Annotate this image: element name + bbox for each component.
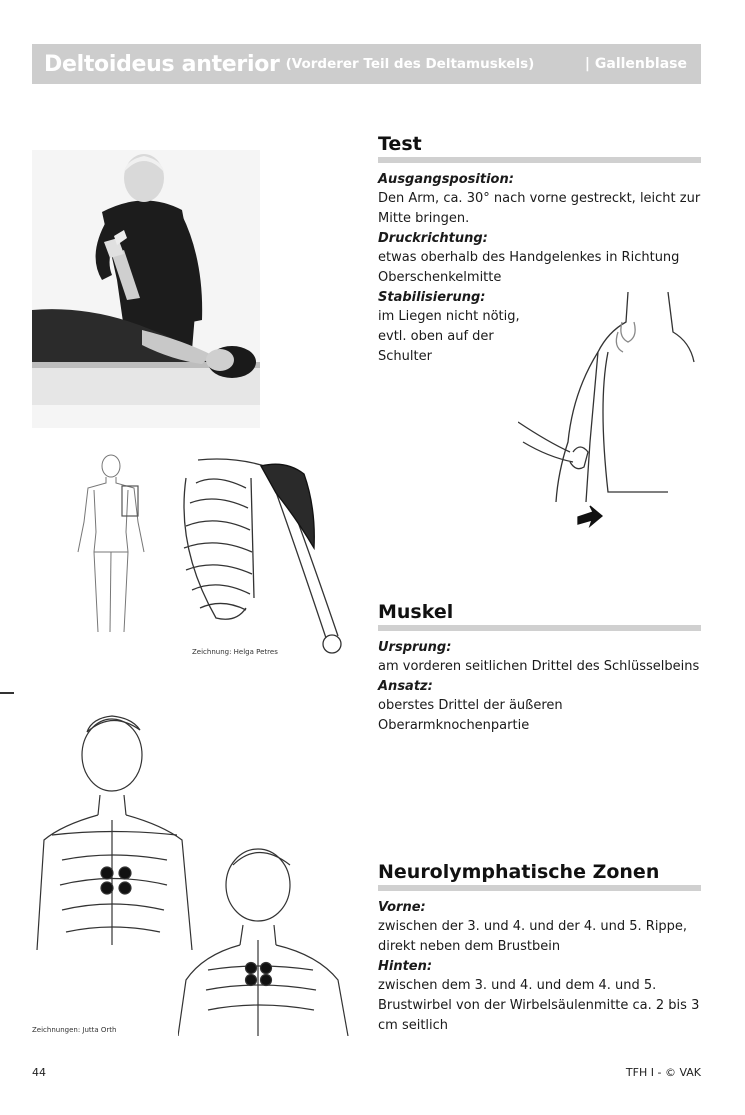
pressure-direction-label: Druckrichtung: (378, 231, 488, 246)
insertion-text: oberstes Drittel der äußeren Oberarmknochenpartie (378, 698, 563, 733)
stabilization-label: Stabilisierung: (378, 290, 486, 305)
muscle-section (378, 600, 701, 736)
back-label: Hinten: (378, 959, 433, 974)
origin-text: am vorderen seitlichen Drittel des Schlüsselbeins (378, 659, 700, 674)
origin-label: Ursprung: (378, 640, 452, 655)
zones-heading-rule (378, 885, 701, 891)
body-outline-figure (66, 452, 156, 642)
margin-mark (0, 692, 14, 694)
pressure-direction-text: etwas oberhalb des Handgelenkes in Richtung Oberschenkelmitte (378, 250, 680, 285)
back-zones-drawing (178, 840, 360, 1036)
muscle-heading-rule (378, 625, 701, 631)
test-heading: Test (378, 133, 422, 155)
muscle-heading: Muskel (378, 601, 454, 623)
drawing-credit-1: Zeichnung: Helga Petres (192, 648, 278, 656)
back-text: zwischen dem 3. und 4. und dem 4. und 5. Brustwirbel von der Wirbelsäulenmitte ca. 2 bis 3 cm seitlich (378, 978, 700, 1033)
zones-heading: Neurolymphatische Zonen (378, 861, 660, 883)
front-text: zwischen der 3. und 4. und der 4. und 5. Rippe, direkt neben dem Brustbein (378, 919, 688, 954)
drawing-credit-2: Zeichnungen: Jutta Orth (32, 1026, 117, 1034)
test-photo (32, 150, 260, 428)
start-position-label: Ausgangsposition: (378, 172, 514, 187)
deltoid-anatomy-drawing (176, 448, 360, 662)
chapter-header (32, 44, 701, 84)
muscle-subtitle: (Vorderer Teil des Deltamuskels) (285, 56, 535, 72)
muscle-title: Deltoideus anterior (44, 51, 280, 77)
front-label: Vorne: (378, 900, 426, 915)
page-number: 44 (32, 1066, 46, 1079)
test-section (378, 132, 701, 367)
start-position-text: Den Arm, ca. 30° nach vorne gestreckt, leicht zur Mitte bringen. (378, 191, 701, 226)
stabilization-text: im Liegen nicht nötig, evtl. oben auf der Schulter (378, 309, 520, 364)
test-heading-rule (378, 157, 701, 163)
copyright: TFH I - © VAK (625, 1066, 701, 1079)
insertion-label: Ansatz: (378, 679, 433, 694)
organ-label: | Gallenblase (584, 56, 687, 72)
zones-section (378, 860, 701, 1036)
